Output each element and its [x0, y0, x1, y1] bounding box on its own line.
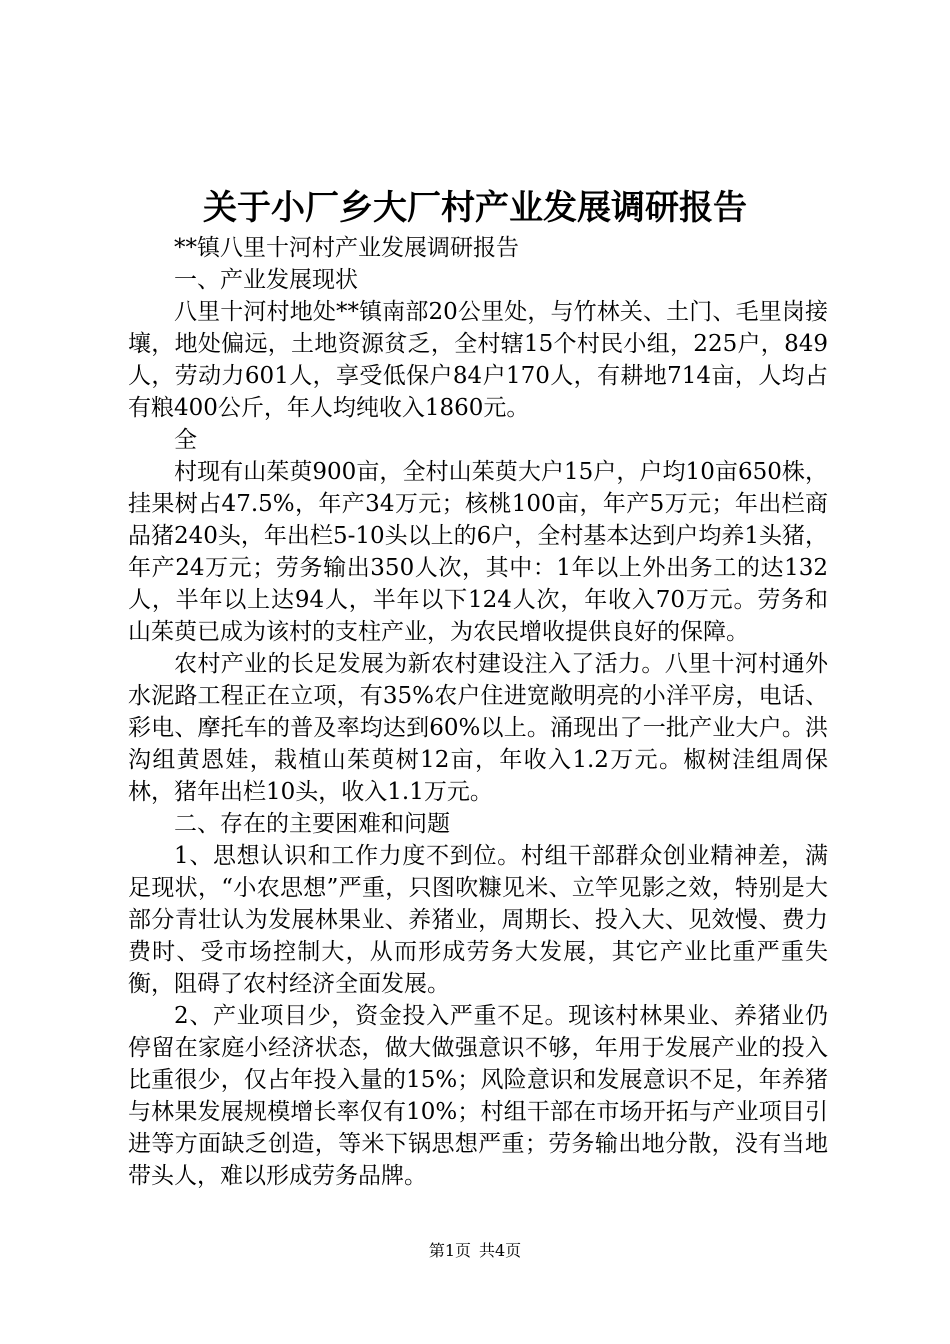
page-footer: [0, 1240, 950, 1262]
paragraph: 1、思想认识和工作力度不到位。村组干部群众创业精神差，满足现状，“小农思想”严重，只图吹糠见米、立竿见影之效，特别是大部分青壮认为发展林果业、养猪业，周期长、投入大、见效慢、费力费时、受市场控制大，从而形成劳务大发展，其它产业比重严重失衡，阻碍了农村经济全面发展。: [128, 843, 828, 997]
paragraph: 2、产业项目少，资金投入严重不足。现该村林果业、养猪业仍停留在家庭小经济状态，做大做强意识不够，年用于发展产业的投入比重很少，仅占年投入量的15%；风险意识和发展意识不足，年养猪与林果发展规模增长率仅有10%；村组干部在市场开拓与产业项目引进等方面缺乏创造，等米下锅思想严重；劳务输出地分散，没有当地带头人，难以形成劳务品牌。: [128, 1003, 828, 1189]
section-heading-2: 二、存在的主要困难和问题: [174, 811, 450, 837]
paragraph: 八里十河村地处**镇南部20公里处，与竹林关、土门、毛里岗接壤，地处偏远，土地资源贫乏，全村辖15个村民小组，225户，849人，劳动力601人，享受低保户84户170人，有耕地714亩，人均占有粮400公斤，年人均纯收入1860元。: [128, 299, 828, 421]
paragraph: 全: [174, 427, 197, 453]
document-body: [128, 232, 828, 1192]
document-title: 关于小厂乡大厂村产业发展调研报告: [203, 188, 747, 228]
page-total: 共4页: [479, 1241, 522, 1260]
page-number: 第1页: [428, 1241, 471, 1260]
paragraph: 村现有山茱萸900亩，全村山茱萸大户15户，户均10亩650株，挂果树占47.5%，年产34万元；核桃100亩，年产5万元；年出栏商品猪240头，年出栏5-10头以上的6户，全村基本达到户均养1头猪，年产24万元；劳务输出350人次，其中：1年以上外出务工的达132人，半年以上达94人，半年以下124人次，年收入70万元。劳务和山茱萸已成为该村的支柱产业，为农民增收提供良好的保障。: [128, 459, 828, 645]
paragraph: 农村产业的长足发展为新农村建设注入了活力。八里十河村通外水泥路工程正在立项，有35%农户住进宽敞明亮的小洋平房，电话、彩电、摩托车的普及率均达到60%以上。涌现出了一批产业大户。洪沟组黄恩娃，栽植山茱萸树12亩，年收入1.2万元。椒树洼组周保林，猪年出栏10头，收入1.1万元。: [128, 651, 828, 805]
paragraph-subtitle: **镇八里十河村产业发展调研报告: [174, 235, 519, 261]
section-heading-1: 一、产业发展现状: [174, 267, 358, 293]
